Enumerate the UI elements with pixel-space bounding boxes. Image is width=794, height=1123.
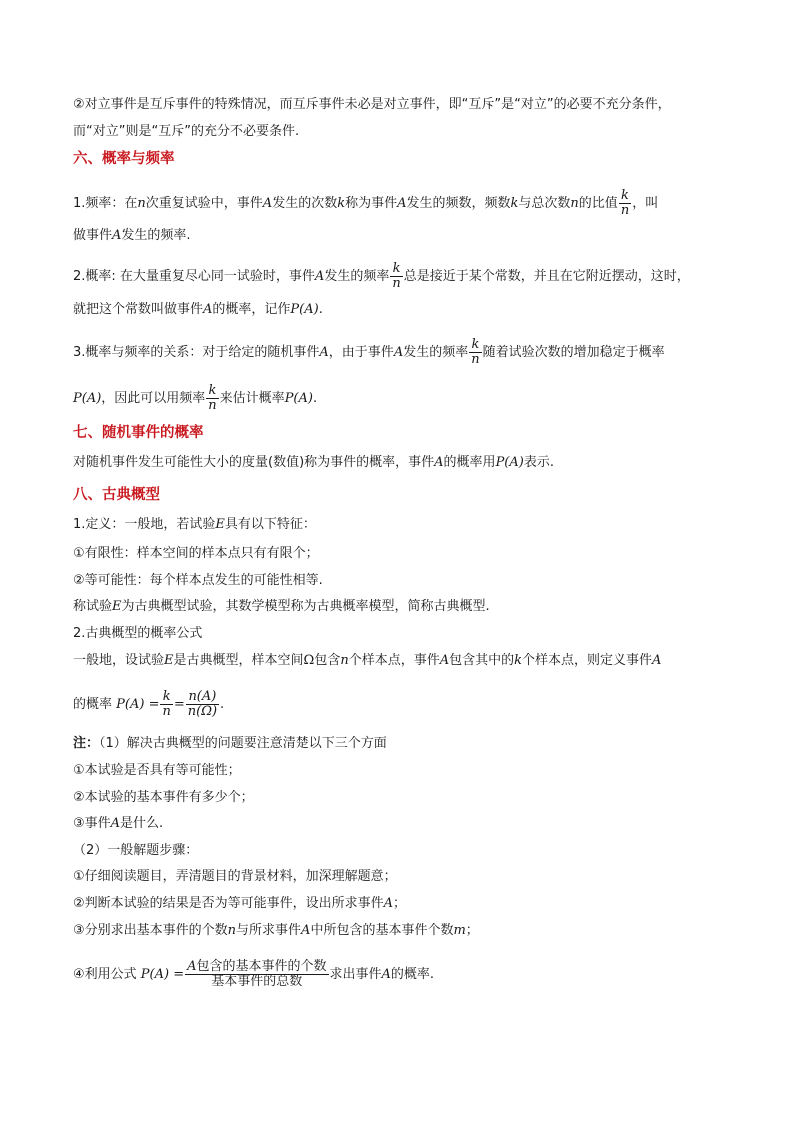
fraction-denominator: n <box>392 276 401 291</box>
text: 个样本点，事件 <box>348 653 440 668</box>
text: ； <box>465 923 479 938</box>
fraction-word-formula <box>185 960 328 989</box>
fraction-denominator: n <box>620 203 630 218</box>
text: 1.频率：在 <box>73 196 138 211</box>
relation-line-2 <box>73 384 317 413</box>
text: 的概率，记作 <box>212 302 291 317</box>
note-1 <box>73 735 387 753</box>
intro-line-1 <box>73 96 671 114</box>
text: ，叫 <box>632 196 659 211</box>
text: 3.概率与频率的关系：对于给定的随机事件 <box>73 345 320 360</box>
math-A: A <box>652 653 662 668</box>
math-n: n <box>340 653 349 668</box>
math-PA: P(A) <box>495 455 524 470</box>
math-A: A <box>112 228 122 243</box>
math-m: m <box>453 923 466 938</box>
text: 发生的频率 <box>403 345 469 360</box>
text: ，由于事件 <box>328 345 394 360</box>
text: 的概率用 <box>443 455 496 470</box>
text: 一般地，设试验 <box>73 653 165 668</box>
text: ，因此可以用频率 <box>101 391 206 406</box>
math-A: A <box>187 959 197 974</box>
math-A: A <box>110 816 121 831</box>
math-k: k <box>337 196 346 211</box>
note-point-1: ①本试验是否具有等可能性； <box>73 763 241 778</box>
text: 具有以下特征： <box>224 517 316 532</box>
classical-definition <box>73 516 316 534</box>
math-E: E <box>164 653 174 668</box>
text: 的概率 <box>73 697 113 712</box>
fraction-numerator: k <box>619 189 631 204</box>
fraction-k-over-n <box>160 690 172 719</box>
intro-text-2: 而“对立”则是“互斥”的充分不必要条件. <box>73 124 300 139</box>
note-label: 注： <box>73 736 100 751</box>
math-E: E <box>215 517 225 532</box>
math-PA: P(A) = <box>140 967 185 982</box>
math-n: n <box>137 196 146 211</box>
text: 称为事件 <box>345 196 398 211</box>
note-2: （2）一般解题步骤： <box>73 843 199 858</box>
text: 发生的频率. <box>121 228 191 243</box>
math-A: A <box>319 345 329 360</box>
text: （1）解决古典概型的问题要注意清楚以下三个方面 <box>99 736 387 751</box>
math-equals: = <box>173 697 185 712</box>
step-3 <box>73 922 479 940</box>
text: 就把这个常数叫做事件 <box>73 302 204 317</box>
text: 1.定义：一般地，若试验 <box>73 517 216 532</box>
text: 表示. <box>523 455 554 470</box>
text: 发生的次数 <box>272 196 338 211</box>
step-2 <box>73 895 406 913</box>
math-A: A <box>314 269 325 284</box>
note-point-2: ②本试验的基本事件有多少个； <box>73 790 254 805</box>
text: 次重复试验中，事件 <box>145 196 263 211</box>
step-1: ①仔细阅读题目，弄清题目的背景材料，加深理解题意； <box>73 869 397 884</box>
text: 包含 <box>314 653 341 668</box>
probability-definition-line-1 <box>73 262 690 291</box>
section-6-heading: 六、概率与频率 <box>73 151 175 167</box>
text: 是什么. <box>120 816 164 831</box>
note-point-3 <box>73 815 163 833</box>
fraction-numerator: k <box>469 338 481 353</box>
math-omega: Ω <box>303 653 315 668</box>
text: 称试验 <box>73 599 113 614</box>
fraction-denominator: n <box>162 704 171 719</box>
fraction-nA-over-nOmega <box>186 690 219 719</box>
math-A: A <box>262 196 273 211</box>
formula-title: 2.古典概型的概率公式 <box>73 626 203 641</box>
text: . <box>312 391 318 406</box>
math-A: A <box>397 196 407 211</box>
fraction-numerator: k <box>206 384 218 399</box>
fraction-numerator <box>185 960 328 975</box>
text: 求出事件 <box>329 967 382 982</box>
feature-finiteness: ①有限性：样本空间的样本点只有有限个； <box>73 546 319 561</box>
math-A: A <box>434 455 444 470</box>
step-4 <box>73 960 434 989</box>
math-k: k <box>514 653 523 668</box>
text: 随着试验次数的增加稳定于概率 <box>482 345 665 360</box>
intro-text-1: ②对立事件是互斥事件的特殊情况，而互斥事件未必是对立事件，即“互斥”是“对立”的必要不充分条件， <box>73 97 671 112</box>
text: 为古典概型试验，其数学模型称为古典概率模型，简称古典概型. <box>121 599 490 614</box>
text: 总是接近于某个常数，并且在它附近摆动，这时， <box>403 269 690 284</box>
text: ； <box>393 896 407 911</box>
text: . <box>220 697 225 712</box>
fraction-denominator: n <box>471 352 480 367</box>
fraction-k-over-n <box>619 189 631 218</box>
math-A: A <box>383 896 394 911</box>
frequency-definition-line-1 <box>73 189 658 218</box>
math-E: E <box>112 599 122 614</box>
text: 中所包含的基本事件个数 <box>310 923 454 938</box>
fraction-k-over-n <box>390 262 402 291</box>
math-PA: P(A) <box>284 391 313 406</box>
math-PA: P(A) <box>73 391 102 406</box>
math-A: A <box>203 302 213 317</box>
relation-line-1 <box>73 338 665 367</box>
probability-definition-line-2 <box>73 301 323 319</box>
math-PA: P(A) = <box>116 697 160 712</box>
text: 的概率. <box>390 967 435 982</box>
classical-name <box>73 598 490 616</box>
feature-equal-likelihood: ②等可能性：每个样本点发生的可能性相等. <box>73 573 323 588</box>
intro-line-2 <box>73 123 299 141</box>
text: ③分别求出基本事件的个数 <box>73 923 228 938</box>
section-8-heading: 八、古典概型 <box>73 487 160 503</box>
math-n: n <box>227 923 237 938</box>
text: 包含其中的 <box>449 653 515 668</box>
text: 来估计概率 <box>219 391 285 406</box>
text: ③事件 <box>73 816 111 831</box>
text: 包含的基本事件的个数 <box>196 959 327 974</box>
text: 发生的频率 <box>324 269 390 284</box>
text: 2.概率: 在大量重复尽心同一试验时，事件 <box>73 269 315 284</box>
fraction-denominator: n(Ω) <box>187 704 218 719</box>
classical-probability-formula <box>73 690 224 719</box>
fraction-numerator: k <box>160 690 172 705</box>
math-A: A <box>439 653 450 668</box>
math-PA: P(A) <box>290 302 319 317</box>
classical-general-line <box>73 652 661 670</box>
text: 个样本点，则定义事件 <box>522 653 653 668</box>
fraction-numerator: n(A) <box>186 690 219 705</box>
section-7-body <box>73 454 554 472</box>
fraction-denominator: 基本事件的总数 <box>211 974 303 989</box>
text: 对随机事件发生可能性大小的度量(数值)称为事件的概率，事件 <box>73 455 435 470</box>
math-A: A <box>393 345 404 360</box>
fraction-k-over-n <box>469 338 481 367</box>
section-7-heading: 七、随机事件的概率 <box>73 425 204 441</box>
text: 的比值 <box>578 196 618 211</box>
math-k: k <box>510 196 519 211</box>
fraction-denominator: n <box>208 398 217 413</box>
math-A: A <box>381 967 391 982</box>
text: 是古典概型，样本空间 <box>173 653 304 668</box>
text: ②判断本试验的结果是否为等可能事件，设出所求事件 <box>73 896 384 911</box>
math-A: A <box>301 923 311 938</box>
text: 与总次数 <box>518 196 571 211</box>
text: 做事件 <box>73 228 113 243</box>
text: 发生的频数，频数 <box>406 196 511 211</box>
fraction-k-over-n <box>206 384 218 413</box>
text: 与所求事件 <box>236 923 302 938</box>
fraction-numerator: k <box>390 262 402 277</box>
text: ④利用公式 <box>73 967 137 982</box>
math-n: n <box>570 196 579 211</box>
frequency-definition-line-2 <box>73 227 191 245</box>
text: . <box>318 302 323 317</box>
